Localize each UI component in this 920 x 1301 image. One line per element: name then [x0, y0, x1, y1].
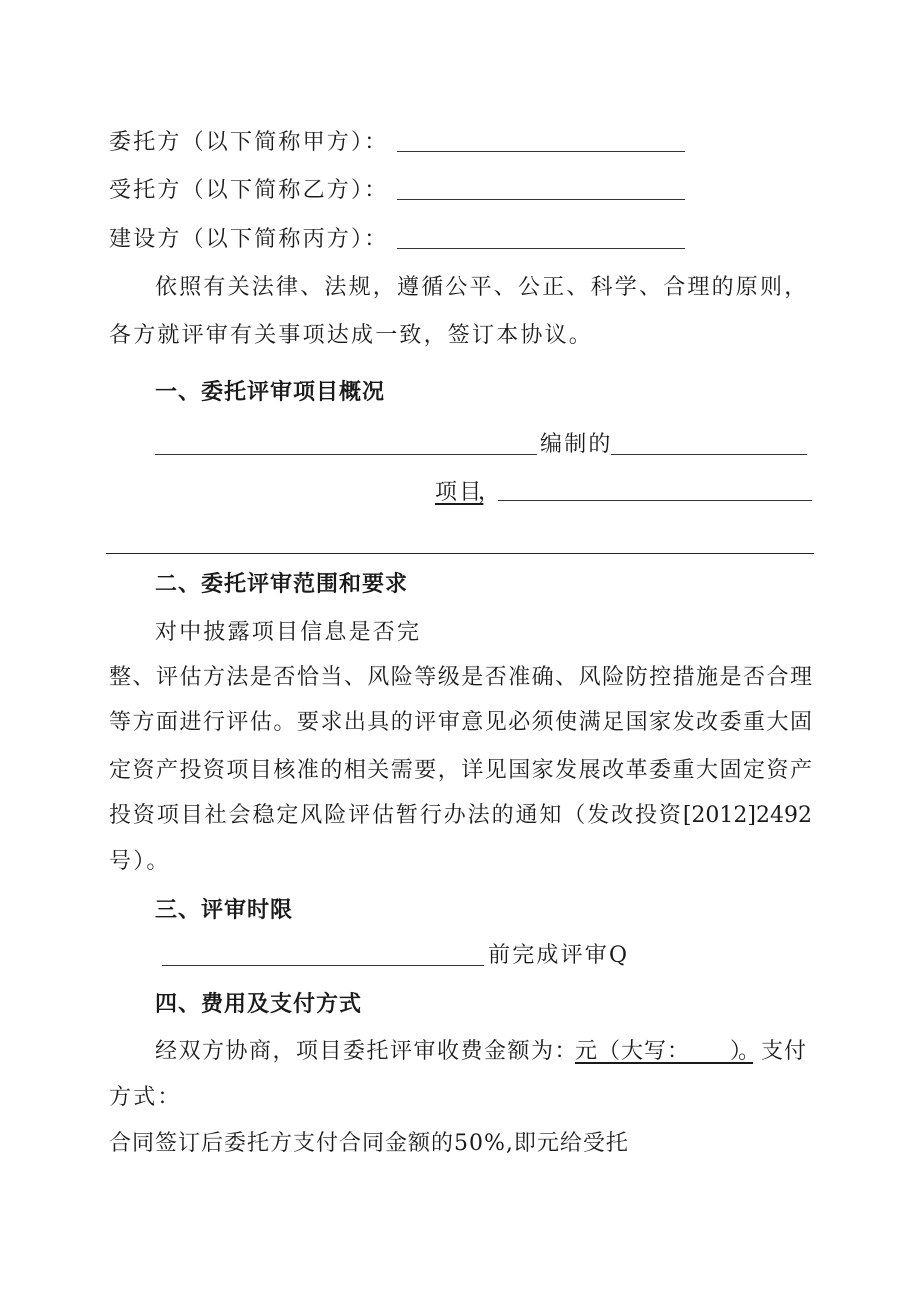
project-text: 项目 [435, 480, 484, 505]
section-1-blank-b[interactable] [611, 454, 807, 455]
contractor-label: 受托方（以下简称乙方）： [109, 178, 389, 203]
payment-method-label: 方式： [109, 1085, 182, 1110]
compiled-by-text: 编制的 [540, 432, 613, 457]
section-3-heading: 三、评审时限 [155, 898, 294, 923]
section-2-line-4: 定资产投资项目核准的相关需要，详见国家发展改革委重大固定资产 [109, 758, 812, 783]
section-2-line-1: 对中披露项目信息是否完 [155, 620, 422, 645]
contractor-blank[interactable] [397, 199, 685, 200]
project-comma: ， [478, 480, 503, 505]
section-1-blank-c[interactable] [498, 500, 812, 501]
section-1-blank-a[interactable] [155, 454, 537, 455]
section-2-line-3: 等方面进行评估。要求出具的评审意见必须使满足国家发改委重大固 [109, 710, 812, 735]
section-2-line-6: 号）。 [109, 849, 171, 874]
fee-amount: 元（大写： ） [575, 1039, 753, 1064]
fee-line-a: 经双方协商，项目委托评审收费金额为： [155, 1039, 579, 1064]
payment-line: 合同签订后委托方支付合同金额的50%,即元给受托 [109, 1131, 629, 1156]
deadline-text: 前完成评审Q [488, 943, 630, 968]
section-2-line-2: 整、评估方法是否恰当、风险等级是否准确、风险防控措施是否合理 [109, 665, 812, 690]
intro-line-2: 各方就评审有关事项达成一致，签订本协议。 [109, 323, 594, 348]
intro-line-1: 依照有关法律、法规，遵循公平、公正、科学、合理的原则， [155, 275, 809, 300]
section-1-heading: 一、委托评审项目概况 [155, 380, 386, 405]
deadline-blank[interactable] [162, 965, 484, 966]
builder-blank[interactable] [397, 248, 685, 249]
section-4-heading: 四、费用及支付方式 [155, 992, 363, 1017]
section-2-heading: 二、委托评审范围和要求 [155, 572, 409, 597]
client-blank[interactable] [397, 151, 685, 152]
client-label: 委托方（以下简称甲方）： [109, 130, 389, 155]
builder-label: 建设方（以下简称丙方）： [109, 227, 389, 252]
section-2-line-5: 投资项目社会稳定风险评估暂行办法的通知（发改投资[2012]2492 [109, 803, 812, 828]
fee-line-c: 。支付 [738, 1039, 808, 1064]
divider-rule [106, 553, 814, 554]
